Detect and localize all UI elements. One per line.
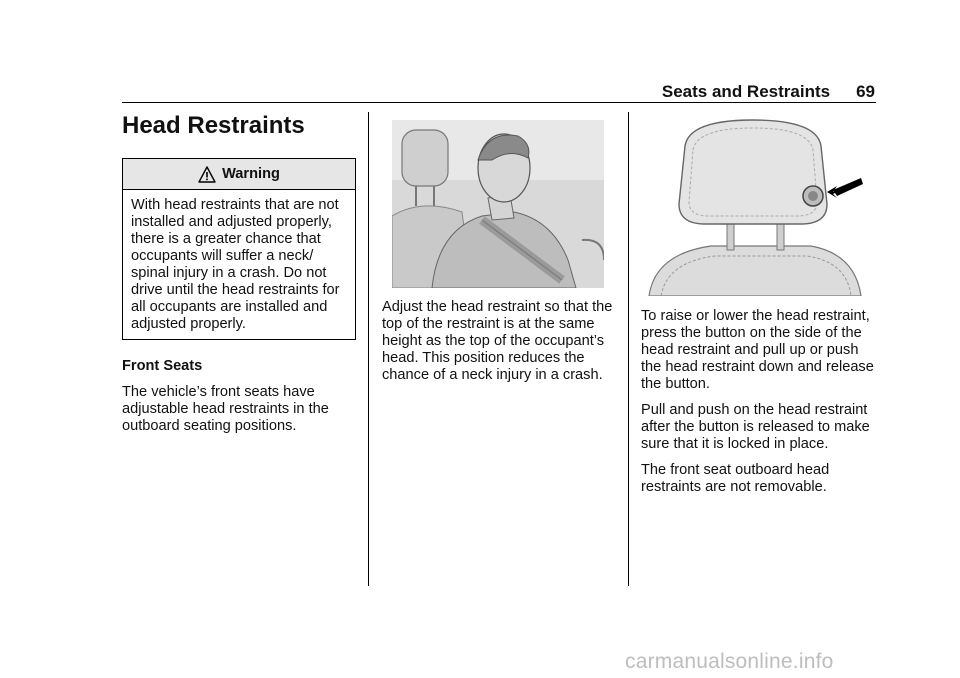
column-divider-1 [368,112,369,586]
left-column [122,108,358,444]
warning-box [122,158,356,340]
driver-with-head-restraint-icon [392,120,604,288]
right-column [641,108,877,505]
head-restraint-button-icon [641,116,867,296]
body-paragraph: The vehicle’s front seats have adjustable head restraints in the outboard seating positions. [122,384,329,434]
warning-triangle-icon [198,166,216,183]
watermark: carmanualsonline.info [625,650,834,673]
page-number: 69 [856,82,875,101]
body-paragraph-3: The front seat outboard head restraints are not removable. [641,462,830,495]
column-divider-2 [628,112,629,586]
body-paragraph: Adjust the head restraint so that the top of the restraint is at the same height as the top of the occupant’s head. This position reduces the chance of a neck injury in a crash. [382,299,613,383]
body-paragraph-1: To raise or lower the head restraint, press the button on the side of the head restraint and pull up or push the head restraint down and release the button. [641,308,874,392]
running-header [662,82,875,102]
subheading-front-seats: Front Seats [122,358,203,374]
middle-column [382,108,616,393]
warning-header [123,159,355,190]
section-title: Seats and Restraints [661,82,831,101]
page-title: Head Restraints [122,112,305,139]
header-rule [122,102,876,103]
warning-label: Warning [222,165,280,182]
body-paragraph-2: Pull and push on the head restraint after the button is released to make sure that it is locked in place. [641,402,870,452]
warning-text: With head restraints that are not installed and adjusted properly, there is a greater chance that occupants will suffer a neck/ spinal injury in a crash. Do not drive until the head restraints for all occupants are installed and adjusted properly. [131,197,340,332]
